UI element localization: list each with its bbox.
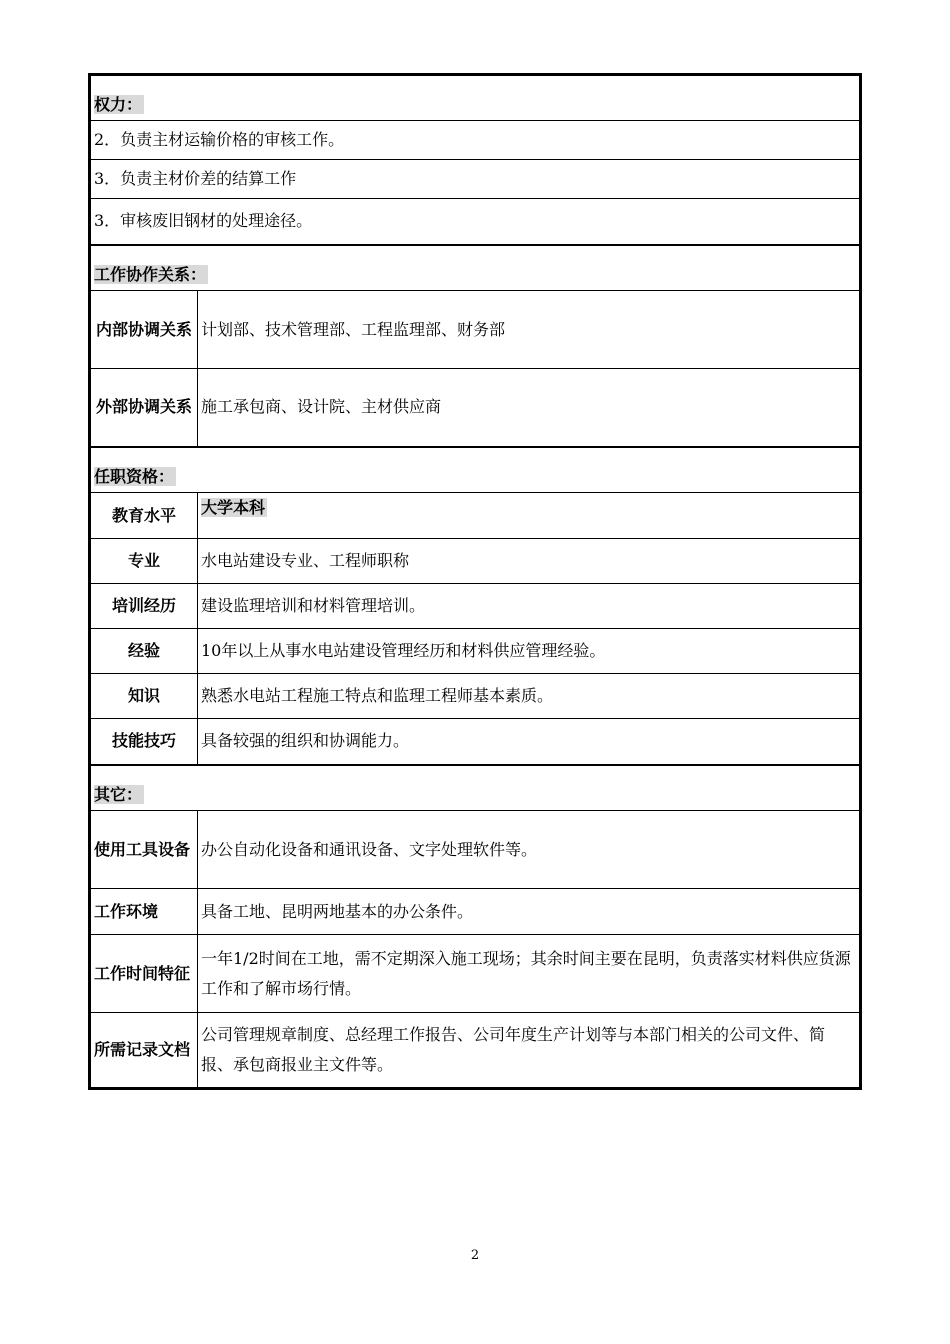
environment-value: 具备工地、昆明两地基本的办公条件。: [198, 889, 861, 935]
authority-item: 2．负责主材运输价格的审核工作。: [90, 121, 861, 160]
job-description-table-page: [88, 73, 862, 1090]
work-time-value: 一年1/2时间在工地，需不定期深入施工现场；其余时间主要在昆明，负责落实材料供应货源工作和了解市场行情。: [198, 935, 861, 1013]
relations-header: [90, 245, 861, 291]
skills-label: 技能技巧: [90, 719, 198, 765]
relations-title: 工作协作关系：: [94, 265, 207, 284]
tools-value: 办公自动化设备和通讯设备、文字处理软件等。: [198, 811, 861, 889]
external-relations-value: 施工承包商、设计院、主材供应商: [198, 369, 861, 447]
knowledge-value: 熟悉水电站工程施工特点和监理工程师基本素质。: [198, 674, 861, 719]
qualifications-title: 任职资格：: [94, 467, 175, 486]
other-title: 其它：: [94, 785, 143, 804]
internal-relations-label: 内部协调关系: [90, 291, 198, 369]
external-relations-label: 外部协调关系: [90, 369, 198, 447]
major-label: 专业: [90, 539, 198, 584]
major-value: 水电站建设专业、工程师职称: [198, 539, 861, 584]
training-label: 培训经历: [90, 584, 198, 629]
qualifications-header: [90, 447, 861, 493]
job-description-table: [88, 73, 862, 1090]
knowledge-label: 知识: [90, 674, 198, 719]
records-value: 公司管理规章制度、总经理工作报告、公司年度生产计划等与本部门相关的公司文件、简报、承包商报业主文件等。: [198, 1013, 861, 1089]
authority-title: 权力：: [94, 95, 143, 114]
experience-label: 经验: [90, 629, 198, 674]
experience-value: 10年以上从事水电站建设管理经历和材料供应管理经验。: [198, 629, 861, 674]
training-value: 建设监理培训和材料管理培训。: [198, 584, 861, 629]
skills-value: 具备较强的组织和协调能力。: [198, 719, 861, 765]
education-label: 教育水平: [90, 493, 198, 539]
education-value: 大学本科: [201, 498, 266, 517]
authority-item: 3．审核废旧钢材的处理途径。: [90, 199, 861, 245]
internal-relations-value: 计划部、技术管理部、工程监理部、财务部: [198, 291, 861, 369]
authority-header: [90, 75, 861, 121]
work-time-label: 工作时间特征: [90, 935, 198, 1013]
environment-label: 工作环境: [90, 889, 198, 935]
other-header: [90, 765, 861, 811]
authority-item: 3．负责主材价差的结算工作: [90, 160, 861, 199]
education-value-cell: [198, 493, 861, 539]
page-number: 2: [470, 1248, 480, 1263]
tools-label: 使用工具设备: [90, 811, 198, 889]
records-label: 所需记录文档: [90, 1013, 198, 1089]
